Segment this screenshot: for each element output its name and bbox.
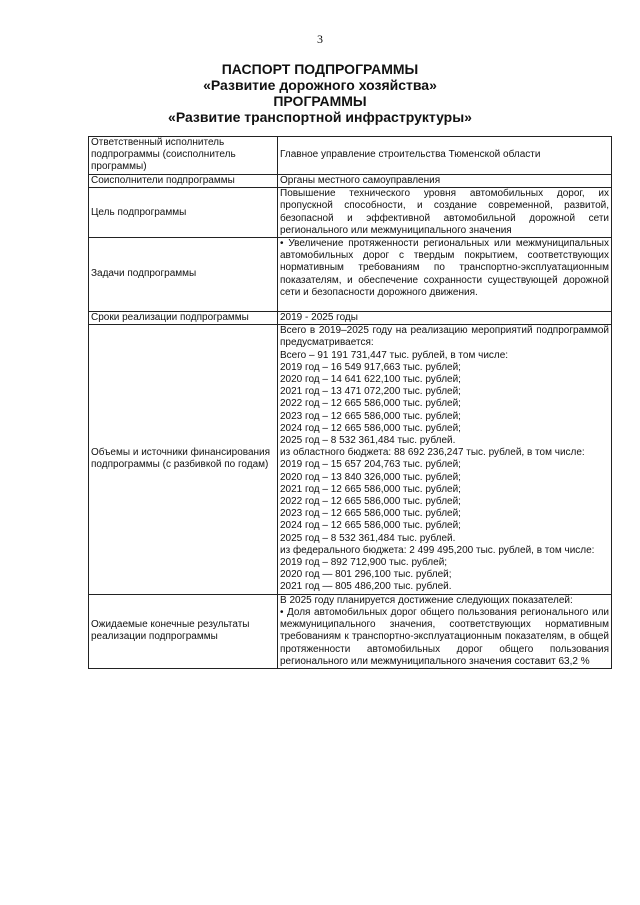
coexecutors-value: Органы местного самоуправления (278, 175, 612, 188)
title-line-3: ПРОГРАММЫ (273, 93, 367, 109)
coexecutors-label: Соисполнители подпрограммы (89, 175, 278, 188)
funding-total-2021: 2021 год – 13 471 072,200 тыс. рублей; (280, 386, 461, 398)
document-title (0, 61, 640, 125)
funding-total-2022: 2022 год – 12 665 586,000 тыс. рублей; (280, 398, 461, 410)
funding-label: Объемы и источники финансирования подпрограммы (с разбивкой по годам) (89, 325, 278, 594)
funding-regional-2025: 2025 год – 8 532 361,484 тыс. рублей. (280, 532, 456, 544)
funding-total: Всего – 91 191 731,447 тыс. рублей, в том числе: (280, 349, 509, 361)
passport-table (88, 136, 612, 669)
terms-label: Сроки реализации подпрограммы (89, 312, 278, 325)
funding-total-2020: 2020 год – 14 641 622,100 тыс. рублей; (280, 374, 461, 386)
funding-regional-2022: 2022 год – 12 665 586,000 тыс. рублей; (280, 496, 461, 508)
funding-federal-2020: 2020 год — 801 296,100 тыс. рублей; (280, 569, 452, 581)
row-results (89, 594, 612, 668)
funding-federal-2019: 2019 год – 892 712,900 тыс. рублей; (280, 557, 448, 569)
funding-total-2019: 2019 год – 16 549 917,663 тыс. рублей; (280, 361, 461, 373)
funding-federal: из федерального бюджета: 2 499 495,200 тыс. рублей, в том числе: (280, 544, 595, 556)
title-line-2: «Развитие дорожного хозяйства» (203, 77, 437, 93)
row-funding (89, 325, 612, 594)
funding-intro: Всего в 2019–2025 году на реализацию мероприятий подпрограммой предусматривается: (280, 325, 609, 349)
row-tasks (89, 238, 612, 312)
funding-regional-2019: 2019 год – 15 657 204,763 тыс. рублей; (280, 459, 461, 471)
row-goal (89, 188, 612, 238)
row-terms (89, 312, 612, 325)
page-number: 3 (317, 32, 323, 46)
row-coexecutors (89, 175, 612, 188)
funding-total-2025: 2025 год – 8 532 361,484 тыс. рублей. (280, 435, 456, 447)
executor-value: Главное управление строительства Тюменской области (278, 137, 612, 175)
title-line-1: ПАСПОРТ ПОДПРОГРАММЫ (221, 61, 419, 77)
terms-value: 2019 - 2025 годы (278, 312, 612, 325)
funding-regional-2020: 2020 год – 13 840 326,000 тыс. рублей; (280, 471, 461, 483)
funding-federal-2021: 2021 год — 805 486,200 тыс. рублей. (280, 581, 452, 593)
funding-value (278, 325, 612, 594)
results-value-cell (278, 594, 612, 668)
funding-regional-2024: 2024 год – 12 665 586,000 тыс. рублей; (280, 520, 461, 532)
tasks-label: Задачи подпрограммы (89, 238, 278, 312)
funding-regional-2023: 2023 год – 12 665 586,000 тыс. рублей; (280, 508, 461, 520)
results-intro: В 2025 году планируется достижение следующих показателей: (280, 594, 573, 606)
funding-total-2023: 2023 год – 12 665 586,000 тыс. рублей; (280, 410, 461, 422)
funding-regional-2021: 2021 год – 12 665 586,000 тыс. рублей; (280, 483, 461, 495)
row-executor (89, 137, 612, 175)
results-value: • Доля автомобильных дорог общего пользования регионального или межмуниципального значения, соответствующих нормативным требованиям к транспортно-эксплуатационным показателям, в общей протяженности автомобильных дорог общего пользования регионального или межмуниципального значения составит 63,2 % (280, 606, 609, 667)
goal-label: Цель подпрограммы (89, 188, 278, 238)
executor-label: Ответственный исполнитель подпрограммы (соисполнитель программы) (89, 137, 278, 175)
funding-total-2024: 2024 год – 12 665 586,000 тыс. рублей; (280, 422, 461, 434)
title-line-4: «Развитие транспортной инфраструктуры» (168, 109, 472, 125)
goal-value: Повышение технического уровня автомобильных дорог, их пропускной способности, и создание современной, развитой, безопасной и эффективной автомобильной дорожной сети регионального или межмуниципального значения (278, 188, 612, 238)
tasks-value: • Увеличение протяженности региональных или межмуниципальных автомобильных дорог с твердым покрытием, соответствующих нормативным требованиям по транспортно-эксплуатационным показателям, и обеспечение сохранности существующей дорожной сети и безопасности дорожного движения. (278, 238, 612, 312)
funding-regional: из областного бюджета: 88 692 236,247 тыс. рублей, в том числе: (280, 447, 585, 459)
results-label: Ожидаемые конечные результаты реализации подпрограммы (89, 594, 278, 668)
